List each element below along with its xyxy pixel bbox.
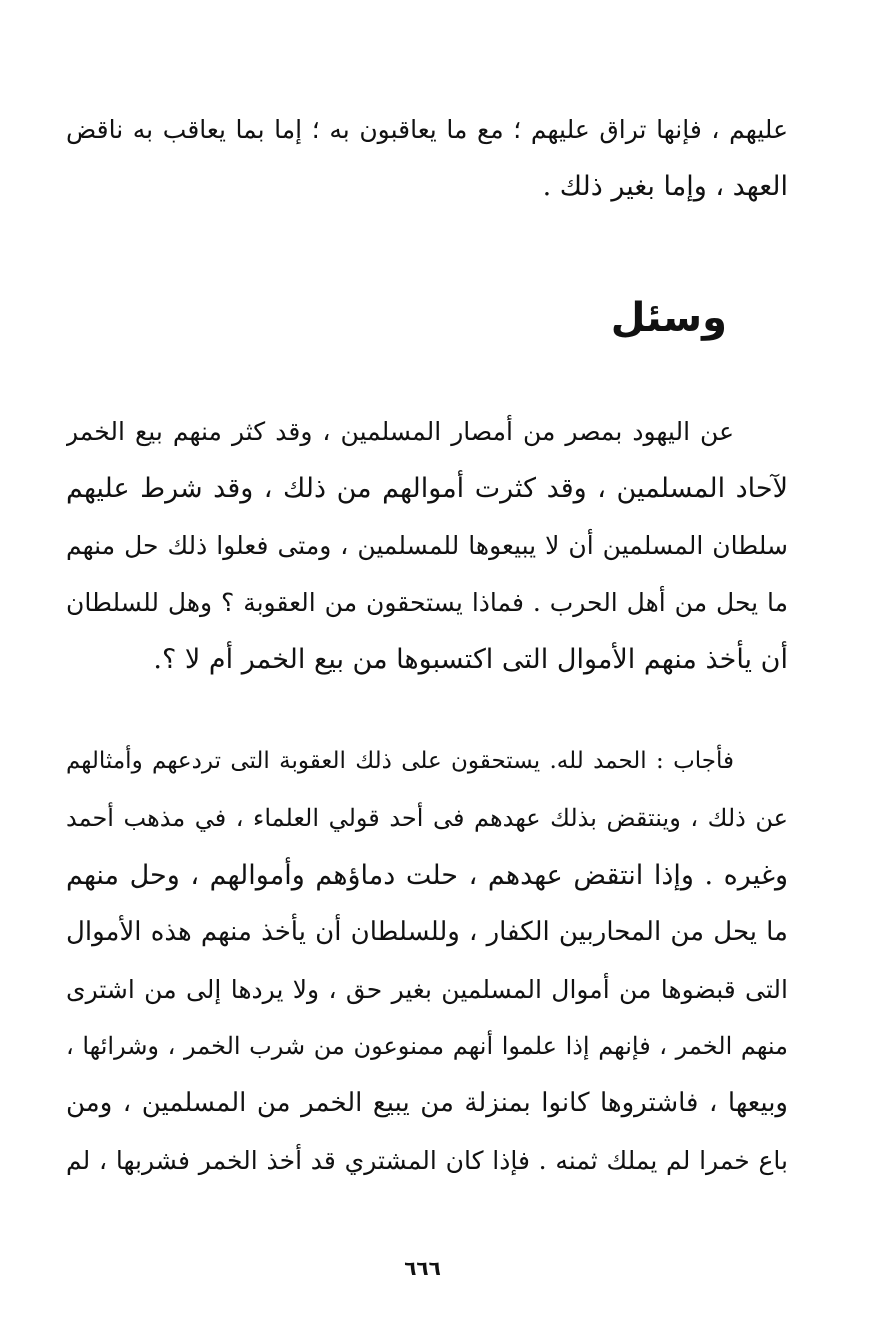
text-line: عليهم ، فإنها تراق عليهم ؛ مع ما يعاقبون به ؛ إما بما يعاقب به ناقض (66, 115, 788, 144)
text-line: التى قبضوها من أموال المسلمين بغير حق ، ولا يردها إلى من اشترى (66, 975, 788, 1004)
text-line: باع خمرا لم يملك ثمنه . فإذا كان المشتري قد أخذ الخمر فشربها ، لم (66, 1146, 788, 1175)
section-heading: وسئل (610, 295, 727, 341)
intro-paragraph (66, 101, 788, 215)
text-line: ما يحل من المحاربين الكفار ، وللسلطان أن يأخذ منهم هذه الأموال (66, 917, 788, 947)
text-line: لآحاد المسلمين ، وقد كثرت أموالهم من ذلك ، وقد شرط عليهم (66, 473, 788, 504)
text-line: فأجاب : الحمد لله. يستحقون على ذلك العقوبة التى تردعهم وأمثالهم (66, 748, 734, 774)
text-line: عن ذلك ، وينتقض بذلك عهدهم فى أحد قولي العلماء ، في مذهب أحمد (66, 804, 788, 832)
text-line: وغيره . وإذا انتقض عهدهم ، حلت دماؤهم وأموالهم ، وحل منهم (66, 860, 788, 891)
answer-paragraph (66, 733, 788, 1189)
text-line: العهد ، وإما بغير ذلك . (542, 171, 788, 202)
text-line: أن يأخذ منهم الأموال التى اكتسبوها من بيع الخمر أم لا ؟. (153, 644, 788, 675)
question-paragraph (66, 403, 788, 688)
page-number: ٦٦٦ (404, 1256, 441, 1280)
text-line: وبيعها ، فاشتروها كانوا بمنزلة من يبيع الخمر من المسلمين ، ومن (66, 1088, 788, 1118)
text-line: ما يحل من أهل الحرب . فماذا يستحقون من العقوبة ؟ وهل للسلطان (66, 588, 788, 617)
text-line: سلطان المسلمين أن لا يبيعوها للمسلمين ، ومتى فعلوا ذلك حل منهم (66, 531, 788, 560)
text-line: منهم الخمر ، فإنهم إذا علموا أنهم ممنوعون من شرب الخمر ، وشرائها ، (66, 1032, 788, 1060)
text-line: عن اليهود بمصر من أمصار المسلمين ، وقد كثر منهم بيع الخمر (66, 417, 734, 446)
